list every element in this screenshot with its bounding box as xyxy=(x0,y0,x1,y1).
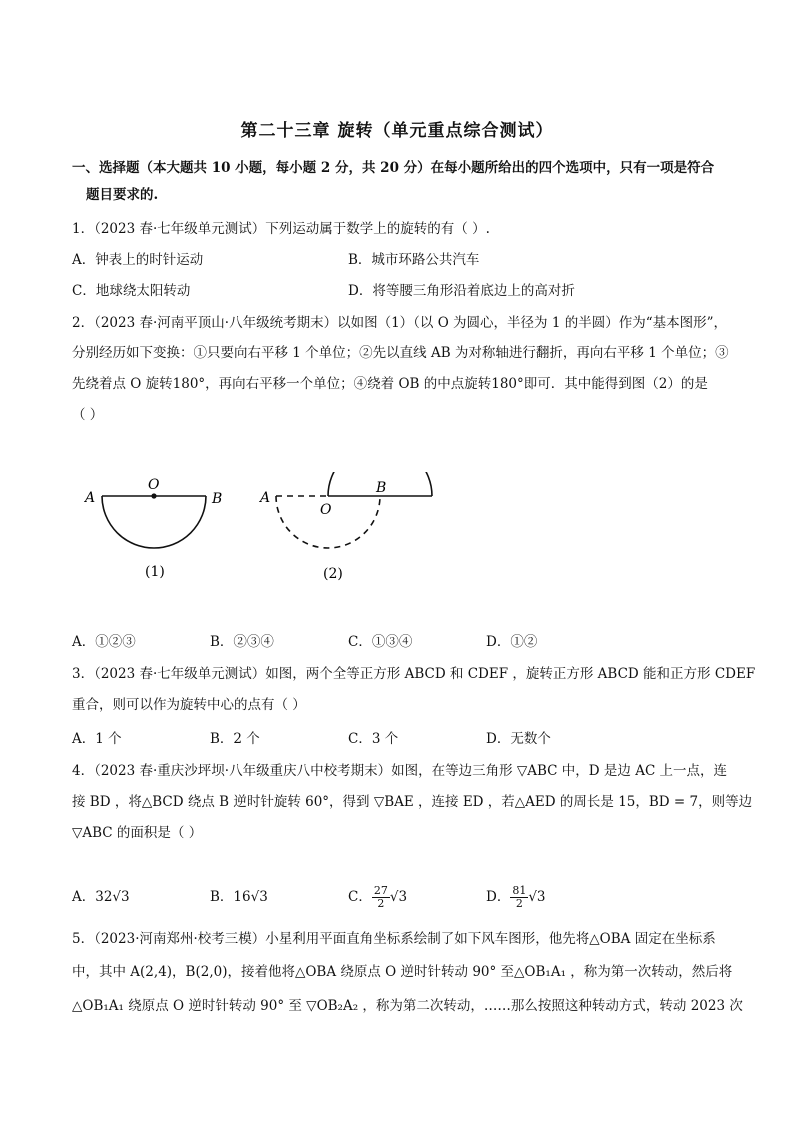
q2-stem-line4: （ ） xyxy=(72,407,104,423)
fig1-label-a: A xyxy=(85,490,96,506)
q2-stem-line2: 分别经历如下变换：①只要向右平移 1 个单位；②先以直线 AB 为对称轴进行翻折，再向右平移 1 个单位；③ xyxy=(72,345,729,361)
fig1-label-b: B xyxy=(212,491,223,507)
fig1-label-o: O xyxy=(148,477,160,493)
fig2-caption: (2) xyxy=(323,566,343,582)
figure-2 xyxy=(258,472,432,582)
section-heading: 一、选择题（本大题共 10 小题，每小题 2 分，共 20 分）在每小题所给出的四个选项中，只有一项是符合 xyxy=(72,160,715,176)
q4-option-c xyxy=(348,878,407,916)
q2-option-c: C．①③④ xyxy=(348,634,413,650)
q5-stem-line2: 中，其中 A(2,4)，B(2,0)，接着他将△OBA 绕原点 O 逆时针转动 90° 至△OB₁A₁ ，称为第一次转动，然后将 xyxy=(72,964,733,980)
section-heading-cont: 题目要求的. xyxy=(86,187,159,203)
q3-option-b: B．2 个 xyxy=(210,731,260,747)
q3-option-d: D．无数个 xyxy=(486,731,551,747)
q3-option-c: C．3 个 xyxy=(348,731,399,747)
q1-option-b: B．城市环路公共汽车 xyxy=(348,252,480,268)
q3-stem-line2: 重合，则可以作为旋转中心的点有（ ） xyxy=(72,697,306,713)
q4-option-d xyxy=(486,878,546,916)
q5-stem-line3: △OB₁A₁ 绕原点 O 逆时针转动 90° 至 ▽OB₂A₂ ，称为第二次转动，……那么按照这种转动方式，转动 2023 次 xyxy=(72,998,743,1014)
fig1-caption: (1) xyxy=(145,564,165,580)
q4-option-c-fraction xyxy=(372,885,390,910)
q4-c-numerator: 27 xyxy=(373,884,388,897)
figure-1 xyxy=(83,477,222,580)
q4-c-radical: √3 xyxy=(389,889,408,905)
q4-option-d-label: D． xyxy=(486,889,511,905)
q3-stem-line1: 3．（2023 春·七年级单元测试）如图，两个全等正方形 ABCD 和 CDEF ，旋转正方形 ABCD 能和正方形 CDEF xyxy=(72,666,756,682)
q4-d-radical: √3 xyxy=(528,889,546,905)
q4-option-a: A．32√3 xyxy=(72,889,130,905)
q4-option-b: B．16√3 xyxy=(210,889,268,905)
q2-option-d: D．①② xyxy=(486,634,538,650)
fig2-label-b: B xyxy=(376,480,387,496)
q4-option-c-label: C． xyxy=(348,889,372,905)
q1-option-c: C．地球绕太阳转动 xyxy=(72,283,191,299)
q4-d-denominator: 2 xyxy=(515,897,523,910)
q2-option-a: A．①②③ xyxy=(72,634,136,650)
q2-stem-line3: 先绕着点 O 旋转180°，再向右平移一个单位；④绕着 OB 的中点旋转180°即可．其中能得到图（2）的是 xyxy=(72,376,708,392)
q4-stem-line2: 接 BD ，将△BCD 绕点 B 逆时针旋转 60°，得到 ▽BAE ，连接 ED ，若△AED 的周长是 15，BD = 7，则等边 xyxy=(72,794,753,810)
q4-stem-line1: 4．（2023 春·重庆沙坪坝·八年级重庆八中校考期末）如图，在等边三角形 ▽ABC 中，D 是边 AC 上一点，连 xyxy=(72,763,728,779)
q1-option-a: A．钟表上的时针运动 xyxy=(72,252,204,268)
q4-c-denominator: 2 xyxy=(377,897,385,910)
q1-option-d: D．将等腰三角形沿着底边上的高对折 xyxy=(348,283,575,299)
q4-option-d-fraction xyxy=(510,885,528,910)
q3-option-a: A．1 个 xyxy=(72,731,122,747)
q4-d-numerator: 81 xyxy=(512,884,527,897)
q1-stem: 1．（2023 春·七年级单元测试）下列运动属于数学上的旋转的有（ ）. xyxy=(72,221,490,237)
q2-option-b: B．②③④ xyxy=(210,634,274,650)
fig2-label-o: O xyxy=(320,502,332,518)
q4-stem-line3: ▽ABC 的面积是（ ） xyxy=(72,825,203,841)
fig2-label-a: A xyxy=(260,490,271,506)
page-title: 第二十三章 旋转（单元重点综合测试） xyxy=(240,121,554,141)
q2-figure xyxy=(80,472,460,592)
q2-stem-line1: 2．（2023 春·河南平顶山·八年级统考期末）以如图（1）（以 O 为圆心，半径为 1 的半圆）作为“基本图形”， xyxy=(72,315,728,331)
q5-stem-line1: 5．（2023·河南郑州·校考三模）小星利用平面直角坐标系绘制了如下风车图形，他先将△OBA 固定在坐标系 xyxy=(72,931,716,947)
